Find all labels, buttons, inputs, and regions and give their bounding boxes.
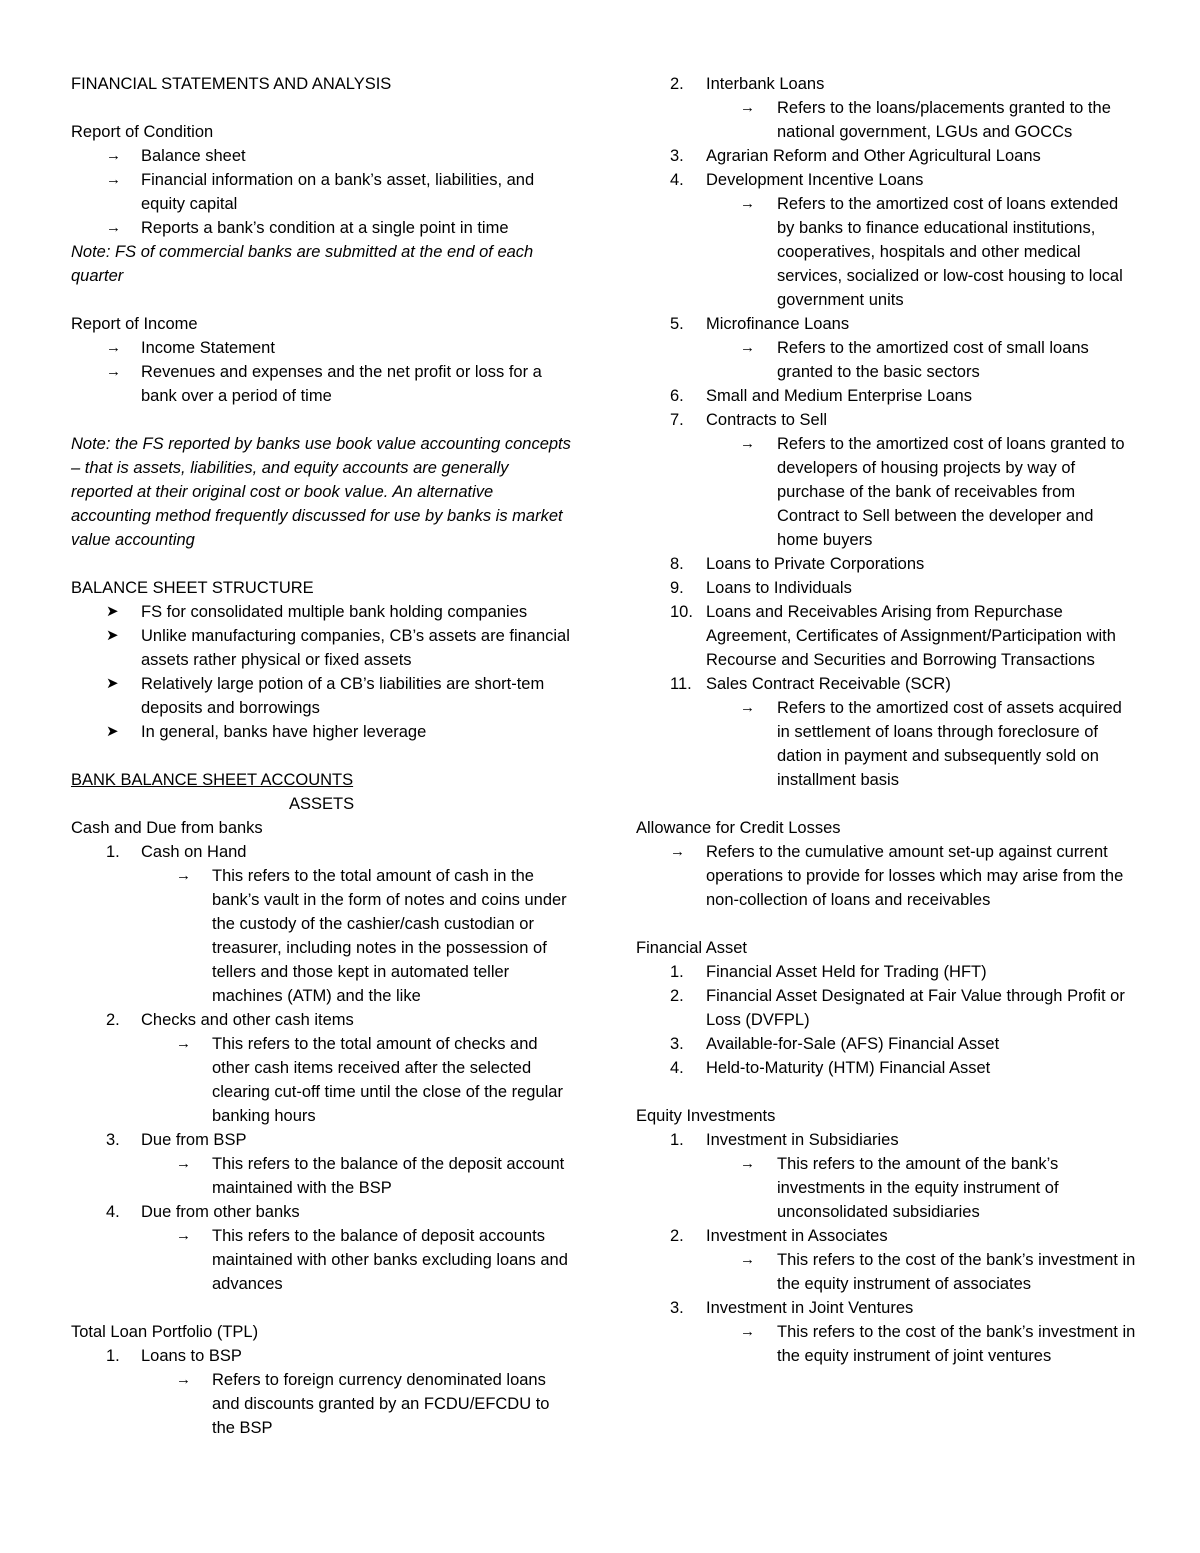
item-description: → This refers to the total amount of cash in the bank’s vault in the form of notes and coins under the custody of the cashier/cash custodian or treasurer, including notes in the possession of tellers and those kept in automated teller machines (ATM) and the like (71, 864, 571, 1008)
numbered-item: 1. Loans to BSP (106, 1347, 242, 1365)
bullet-point: → Balance sheet (71, 144, 571, 168)
numbered-item: 8. Loans to Private Corporations (670, 555, 925, 573)
arrow-icon: → (740, 435, 755, 452)
equity-investments-heading: Equity Investments (636, 1107, 776, 1125)
chevron-right-icon: ➤ (106, 723, 119, 740)
arrow-icon: → (176, 867, 191, 884)
item-description: → This refers to the balance of the deposit account maintained with the BSP (71, 1152, 571, 1200)
arrow-icon: → (176, 1371, 191, 1388)
chevron-point: ➤ FS for consolidated multiple bank holding companies (71, 600, 571, 624)
numbered-item: 2. Interbank Loans (670, 75, 825, 93)
condition-note: Note: FS of commercial banks are submitted at the end of each quarter (71, 243, 534, 285)
arrow-icon: → (740, 195, 755, 212)
numbered-item: 10. Loans and Receivables Arising from Repurchase Agreement, Certificates of Assignment/Participation with Recourse and Securities and Borrowing Transactions (670, 603, 1116, 669)
bullet-point: → Financial information on a bank’s asset, liabilities, and equity capital (71, 168, 571, 216)
numbered-item: 4. Held-to-Maturity (HTM) Financial Asset (670, 1059, 991, 1077)
item-description: → Refers to the amortized cost of assets acquired in settlement of loans through foreclosure of dation in payment and subsequently sold on installment basis (636, 696, 1136, 792)
item-description: → Refers to foreign currency denominated loans and discounts granted by an FCDU/EFCDU to the BSP (71, 1368, 571, 1440)
item-description: → This refers to the cost of the bank’s investment in the equity instrument of associates (636, 1248, 1136, 1296)
chevron-right-icon: ➤ (106, 675, 119, 692)
item-description: → This refers to the total amount of checks and other cash items received after the selected clearing cut-off time until the close of the regular banking hours (71, 1032, 571, 1128)
arrow-icon: → (176, 1227, 191, 1244)
item-description: → Refers to the amortized cost of small loans granted to the basic sectors (636, 336, 1136, 384)
numbered-item: 4. Due from other banks (106, 1203, 300, 1221)
item-description: → Refers to the amortized cost of loans extended by banks to finance educational institutions, cooperatives, hospitals and other medical services, socialized or low-cost housing to local government units (636, 192, 1136, 312)
numbered-item: 1. Investment in Subsidiaries (670, 1131, 899, 1149)
chevron-right-icon: ➤ (106, 603, 119, 620)
cash-due-heading: Cash and Due from banks (71, 819, 263, 837)
arrow-icon: → (106, 219, 121, 236)
financial-asset-heading: Financial Asset (636, 939, 747, 957)
bullet-point: → Reports a bank’s condition at a single point in time (71, 216, 571, 240)
item-description: → This refers to the balance of deposit accounts maintained with other banks excluding loans and advances (71, 1224, 571, 1296)
chevron-right-icon: ➤ (106, 627, 119, 644)
numbered-item: 5. Microfinance Loans (670, 315, 850, 333)
arrow-icon: → (106, 339, 121, 356)
item-description: → This refers to the amount of the bank’s investments in the equity instrument of unconsolidated subsidiaries (636, 1152, 1136, 1224)
assets-label: ASSETS (289, 795, 355, 813)
arrow-icon: → (740, 699, 755, 716)
numbered-item: 9. Loans to Individuals (670, 579, 852, 597)
allowance-heading: Allowance for Credit Losses (636, 819, 841, 837)
book-value-note: Note: the FS reported by banks use book value accounting concepts – that is assets, liabilities, and equity accounts are generally reported at their original cost or book value. An alternative accounting method frequently discussed for use by banks is market value accounting (71, 435, 571, 549)
arrow-icon: → (670, 843, 685, 860)
numbered-item: 7. Contracts to Sell (670, 411, 828, 429)
bank-balance-sheet-accounts-heading: BANK BALANCE SHEET ACCOUNTS (71, 771, 354, 789)
item-description: → This refers to the cost of the bank’s investment in the equity instrument of joint ventures (636, 1320, 1136, 1368)
right-column (636, 72, 1136, 1368)
arrow-icon: → (740, 99, 755, 116)
report-of-condition-heading: Report of Condition (71, 123, 214, 141)
arrow-icon: → (740, 1323, 755, 1340)
arrow-icon: → (740, 1251, 755, 1268)
numbered-item: 3. Due from BSP (106, 1131, 247, 1149)
arrow-icon: → (106, 147, 121, 164)
item-description: → Refers to the amortized cost of loans granted to developers of housing projects by way of purchase of the bank of receivables from Contract to Sell between the developer and home buyers (636, 432, 1136, 552)
numbered-item: 11. Sales Contract Receivable (SCR) (670, 675, 951, 693)
chevron-point: ➤ Relatively large potion of a CB’s liabilities are short-tem deposits and borrowings (71, 672, 571, 720)
arrow-icon: → (740, 339, 755, 356)
arrow-icon: → (106, 171, 121, 188)
chevron-point: ➤ Unlike manufacturing companies, CB’s assets are financial assets rather physical or fixed assets (71, 624, 571, 672)
numbered-item: 4. Development Incentive Loans (670, 171, 924, 189)
arrow-icon: → (740, 1155, 755, 1172)
numbered-item: 3. Investment in Joint Ventures (670, 1299, 914, 1317)
numbered-item: 3. Available-for-Sale (AFS) Financial Asset (670, 1035, 1000, 1053)
chevron-point: ➤ In general, banks have higher leverage (71, 720, 571, 744)
arrow-icon: → (176, 1035, 191, 1052)
left-column (71, 72, 571, 1440)
numbered-item: 6. Small and Medium Enterprise Loans (670, 387, 972, 405)
item-description: → Refers to the loans/placements granted to the national government, LGUs and GOCCs (636, 96, 1136, 144)
total-loan-portfolio-heading: Total Loan Portfolio (TPL) (71, 1323, 259, 1341)
bullet-point: → Income Statement (71, 336, 571, 360)
numbered-item: 1. Financial Asset Held for Trading (HFT) (670, 963, 987, 981)
arrow-icon: → (176, 1155, 191, 1172)
bullet-point: → Revenues and expenses and the net profit or loss for a bank over a period of time (71, 360, 571, 408)
document-title: FINANCIAL STATEMENTS AND ANALYSIS (71, 75, 392, 93)
numbered-item: 2. Checks and other cash items (106, 1011, 354, 1029)
numbered-item: 2. Financial Asset Designated at Fair Value through Profit or Loss (DVFPL) (670, 987, 1125, 1029)
balance-sheet-structure-heading: BALANCE SHEET STRUCTURE (71, 579, 314, 597)
bullet-point: → Refers to the cumulative amount set-up against current operations to provide for losses which may arise from the non-collection of loans and receivables (636, 840, 1136, 912)
report-of-income-heading: Report of Income (71, 315, 198, 333)
numbered-item: 3. Agrarian Reform and Other Agricultural Loans (670, 147, 1041, 165)
numbered-item: 2. Investment in Associates (670, 1227, 888, 1245)
arrow-icon: → (106, 363, 121, 380)
numbered-item: 1. Cash on Hand (106, 843, 247, 861)
